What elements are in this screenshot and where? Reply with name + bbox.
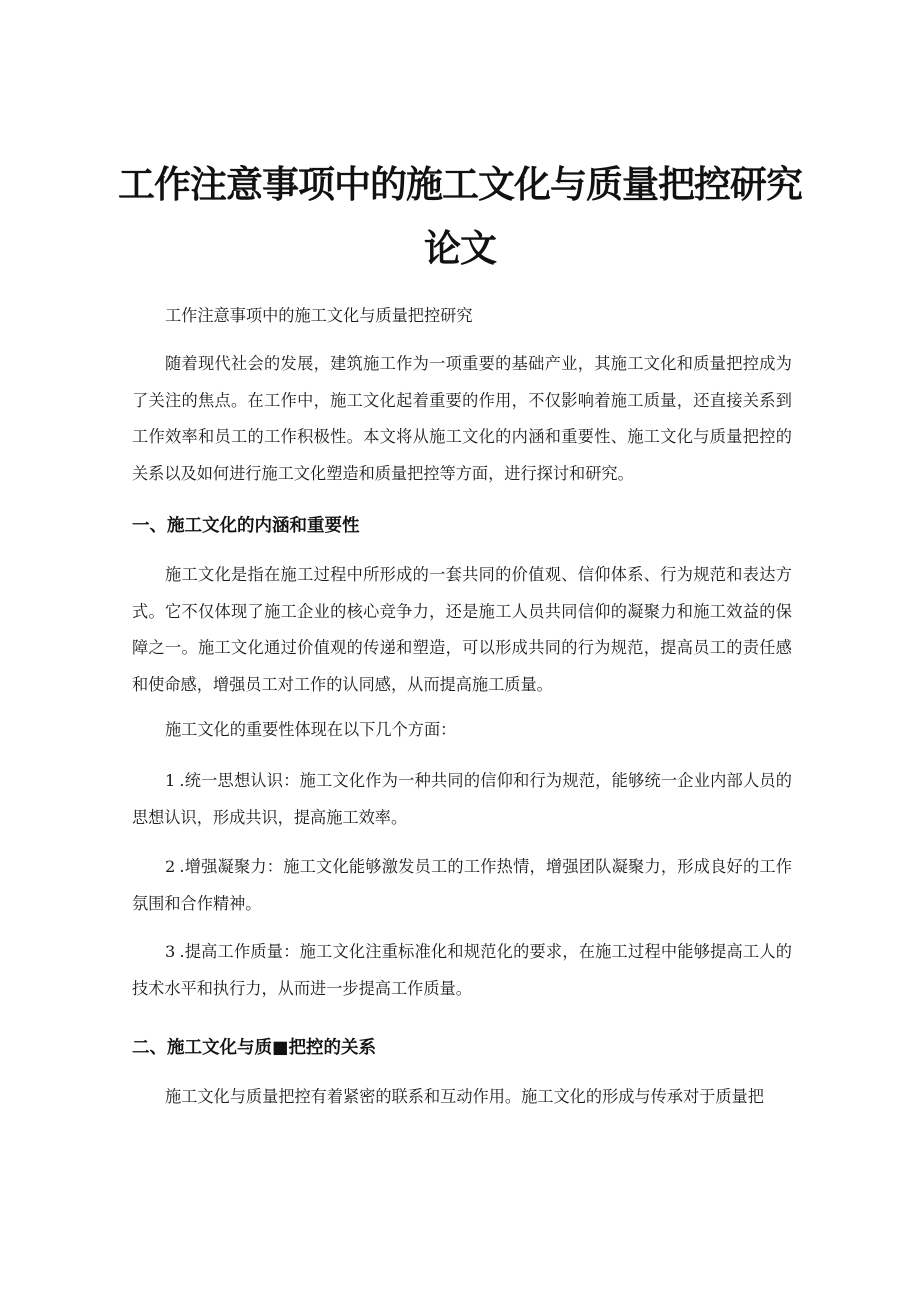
document-title-line1: 工作注意事项中的施工文化与质量把控研究 — [118, 163, 802, 206]
list-item — [132, 934, 792, 1007]
section1-paragraph: 施工文化是指在施工过程中所形成的一套共同的价值观、信仰体系、行为规范和表达方式。它不仅体现了施工企业的核心竞争力，还是施工人员共同信仰的凝聚力和施工效益的保障之一。施工文化通过价值观的传递和塑造，可以形成共同的行为规范，提高员工的责任感和使命感，增强员工对工作的认同感，从而提高施工质量。 — [132, 565, 792, 694]
section1-list-intro: 施工文化的重要性体现在以下几个方面： — [165, 720, 457, 739]
document-subtitle: 工作注意事项中的施工文化与质量把控研究 — [165, 306, 473, 325]
section2-heading: 二、施工文化与质■把控的关系 — [132, 1038, 377, 1058]
list-item — [132, 849, 792, 922]
list-item-text: .提高工作质量：施工文化注重标准化和规范化的要求，在施工过程中能够提高工人的技术水平和执行力，从而进一步提高工作质量。 — [132, 942, 792, 998]
section2-paragraph: 施工文化与质量把控有着紧密的联系和互动作用。施工文化的形成与传承对于质量把 — [165, 1087, 764, 1106]
list-item-number: 2 — [165, 857, 176, 876]
intro-paragraph: 随着现代社会的发展，建筑施工作为一项重要的基础产业，其施工文化和质量把控成为了关注的焦点。在工作中，施工文化起着重要的作用，不仅影响着施工质量，还直接关系到工作效率和员工的工作积极性。本文将从施工文化的内涵和重要性、施工文化与质量把控的关系以及如何进行施工文化塑造和质量把控等方面，进行探讨和研究。 — [132, 354, 792, 483]
section1-heading: 一、施工文化的内涵和重要性 — [132, 516, 360, 536]
document-title-line2: 论文 — [424, 227, 496, 270]
list-item-text: .统一思想认识：施工文化作为一种共同的信仰和行为规范，能够统一企业内部人员的思想认识，形成共识，提高施工效率。 — [132, 771, 792, 827]
list-item-number: 1 — [165, 771, 176, 790]
list-item-text: .增强凝聚力：施工文化能够激发员工的工作热情，增强团队凝聚力，形成良好的工作氛围和合作精神。 — [132, 857, 792, 913]
list-item-number: 3 — [165, 942, 176, 961]
list-item — [132, 763, 792, 836]
